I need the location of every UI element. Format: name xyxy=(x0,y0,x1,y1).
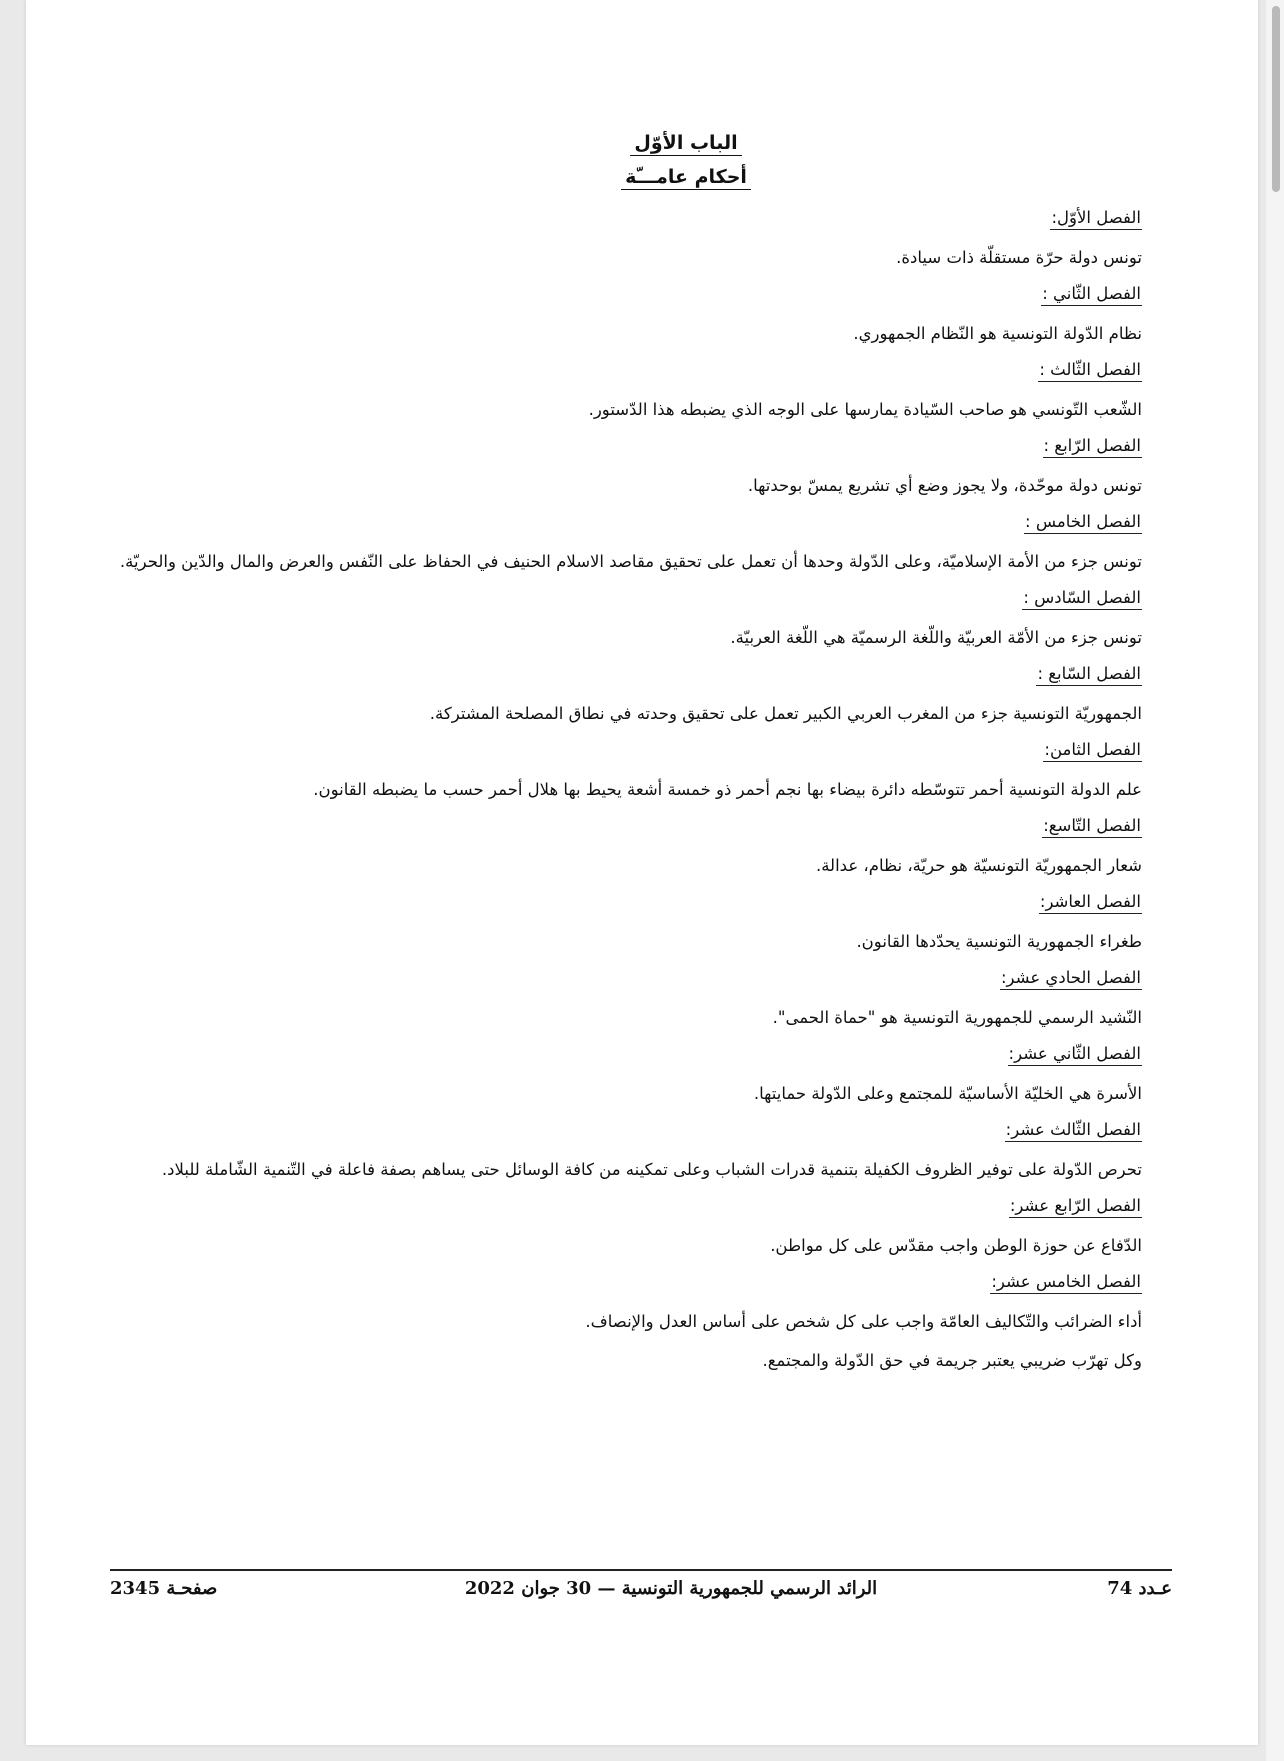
article xyxy=(110,890,1142,957)
article-text: أداء الضرائب والتّكاليف العامّة واجب على كل شخص على أساس العدل والإنصاف. xyxy=(585,1312,1142,1331)
article xyxy=(110,814,1142,881)
article xyxy=(110,282,1142,349)
article-text: تونس دولة موحّدة، ولا يجوز وضع أي تشريع يمسّ بوحدتها. xyxy=(747,476,1142,495)
page-footer xyxy=(110,1578,1172,1610)
article xyxy=(110,586,1142,653)
article xyxy=(110,510,1142,577)
scrollbar[interactable] xyxy=(1266,0,1284,1761)
article-heading: الفصل الحادي عشر: xyxy=(110,966,1142,990)
article-text: تونس دولة حرّة مستقلّة ذات سيادة. xyxy=(896,248,1142,267)
article-text: شعار الجمهوريّة التونسيّة هو حريّة، نظام، عدالة. xyxy=(815,856,1142,875)
article-heading: الفصل السّادس : xyxy=(110,586,1142,610)
article-heading: الفصل الأوّل: xyxy=(110,206,1142,230)
article xyxy=(110,1042,1142,1109)
part-subtitle: أحكام عامـــّة xyxy=(230,160,1142,194)
article xyxy=(110,358,1142,425)
article-heading: الفصل الرّابع : xyxy=(110,434,1142,458)
article-text: الجمهوريّة التونسية جزء من المغرب العربي الكبير تعمل على تحقيق وحدته في نطاق المصلحة المشتركة. xyxy=(429,704,1142,723)
article-heading: الفصل الرّابع عشر: xyxy=(110,1194,1142,1218)
article xyxy=(110,662,1142,729)
article xyxy=(110,1194,1142,1261)
article-text: نظام الدّولة التونسية هو النّظام الجمهوري. xyxy=(853,324,1142,343)
article-heading: الفصل الخامس : xyxy=(110,510,1142,534)
article xyxy=(110,434,1142,501)
article-text: طغراء الجمهورية التونسية يحدّدها القانون. xyxy=(856,932,1142,951)
article-heading: الفصل الثامن: xyxy=(110,738,1142,762)
article-text: النّشيد الرسمي للجمهورية التونسية هو "حماة الحمى". xyxy=(772,1008,1142,1027)
article-heading: الفصل السّابع : xyxy=(110,662,1142,686)
article xyxy=(110,738,1142,805)
part-title: الباب الأوّل xyxy=(230,126,1142,160)
article-text-continued: وكل تهرّب ضريبي يعتبر جريمة في حق الدّولة والمجتمع. xyxy=(762,1351,1142,1370)
article-text: علم الدولة التونسية أحمر تتوسّطه دائرة بيضاء بها نجم أحمر ذو خمسة أشعة يحيط بها هلال أحمر حسب ما يضبطه القانون. xyxy=(313,780,1142,799)
article-heading: الفصل الثّاني عشر: xyxy=(110,1042,1142,1066)
article xyxy=(110,966,1142,1033)
document-body xyxy=(110,126,1142,1376)
article-heading: الفصل الخامس عشر: xyxy=(110,1270,1142,1294)
scrollbar-thumb[interactable] xyxy=(1272,6,1280,192)
issue-number: عـدد 74 xyxy=(1107,1578,1172,1599)
article-heading: الفصل التّاسع: xyxy=(110,814,1142,838)
article-text: تحرص الدّولة على توفير الظروف الكفيلة بتنمية قدرات الشباب وعلى تمكينه من كافة الوسائل حتى يساهم بصفة فاعلة في التّنمية الشّاملة للبلاد. xyxy=(161,1160,1142,1179)
article-text: تونس جزء من الأمّة العربيّة واللّغة الرسميّة هي اللّغة العربيّة. xyxy=(730,628,1142,647)
article-text: الأسرة هي الخليّة الأساسيّة للمجتمع وعلى الدّولة حمايتها. xyxy=(753,1084,1142,1103)
article-text: الشّعب التّونسي هو صاحب السّيادة يمارسها على الوجه الذي يضبطه هذا الدّستور. xyxy=(588,400,1142,419)
article-heading: الفصل العاشر: xyxy=(110,890,1142,914)
article-heading: الفصل الثّاني : xyxy=(110,282,1142,306)
article-heading: الفصل الثّالث عشر: xyxy=(110,1118,1142,1142)
article xyxy=(110,206,1142,273)
article-heading: الفصل الثّالث : xyxy=(110,358,1142,382)
page-number: صفحـة 2345 xyxy=(110,1578,218,1599)
footer-rule xyxy=(110,1569,1172,1571)
journal-title: الرائد الرسمي للجمهورية التونسية — 30 جوان 2022 xyxy=(464,1578,878,1599)
article xyxy=(110,1118,1142,1185)
article xyxy=(110,1270,1142,1376)
article-text: الدّفاع عن حوزة الوطن واجب مقدّس على كل مواطن. xyxy=(770,1236,1142,1255)
article-text: تونس جزء من الأمة الإسلاميّة، وعلى الدّولة وحدها أن تعمل على تحقيق مقاصد الاسلام الحنيف في الحفاظ على النّفس والعرض والمال والدّين والحريّة. xyxy=(119,552,1142,571)
